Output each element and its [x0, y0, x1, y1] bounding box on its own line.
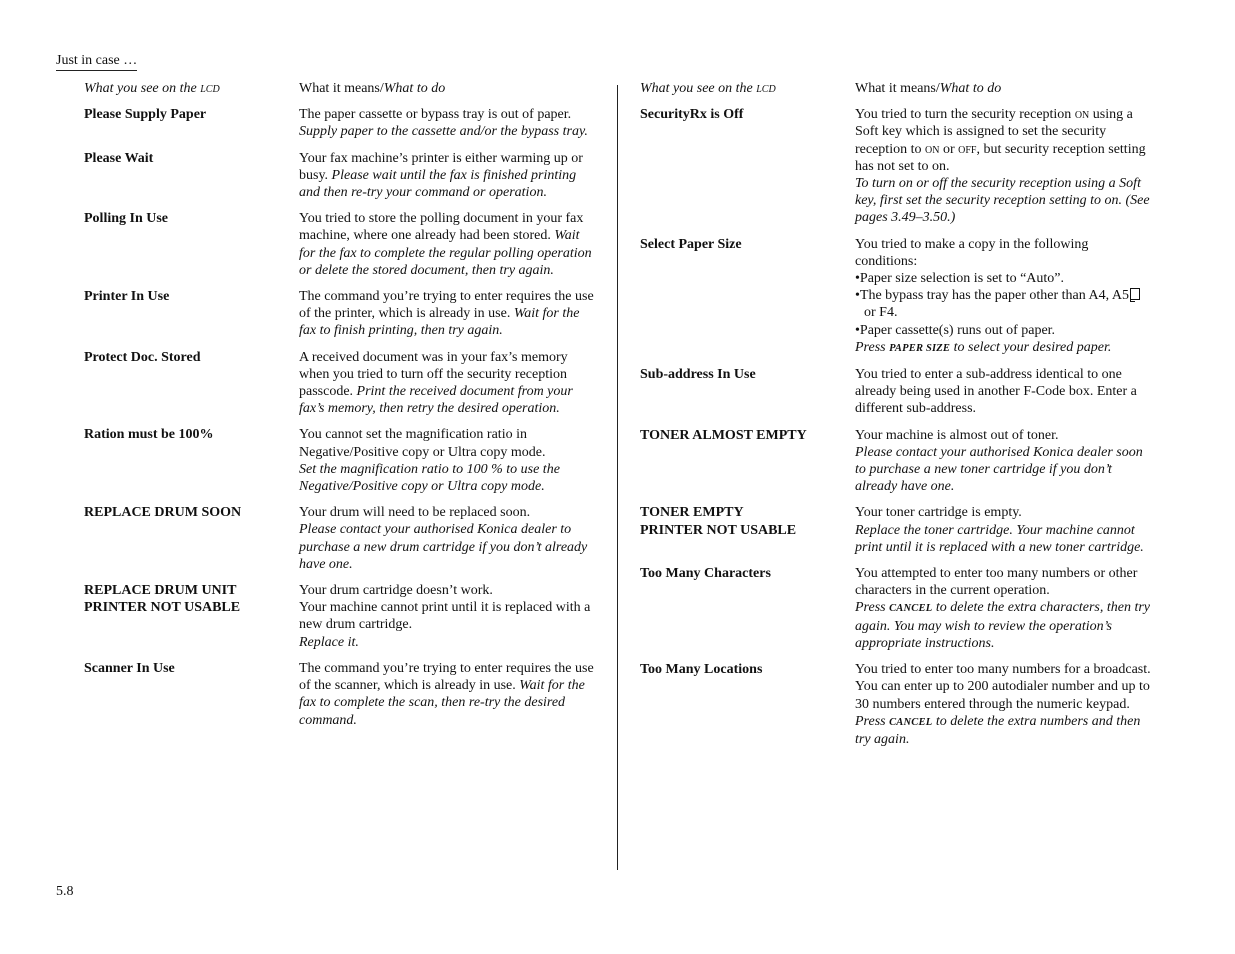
entry-desc: [855, 427, 1152, 496]
entry-desc: [855, 106, 1152, 226]
entry-desc-italic: Please contact your authorised Konica dealer to purchase a new drum cartridge if you don’t already have one.: [299, 522, 588, 572]
entry-bullet-text: •The bypass tray has the paper other than A4, A5: [855, 288, 1129, 304]
entry-desc-italic: Replace it.: [299, 634, 359, 650]
entry-desc: [299, 349, 596, 418]
entry-desc-italic: Please contact your authorised Konica dealer soon to purchase a new toner cartridge if you don’t already have one.: [855, 444, 1143, 495]
column-header-term-sc: lcd: [200, 81, 220, 96]
column-header-term-sc: lcd: [756, 81, 776, 96]
entry-desc-part: using a Soft key which is assigned to set the security reception to: [855, 107, 1133, 157]
entry-term: Scanner In Use: [84, 660, 175, 676]
entry-desc-text: The paper cassette or bypass tray is out of paper.: [299, 107, 572, 123]
entry-desc: [855, 565, 1152, 652]
paper-orientation-icon: [1130, 288, 1140, 300]
entry-term: Sub-address In Use: [640, 367, 756, 383]
entry-desc: [855, 661, 1152, 748]
entry-desc-part: , but security reception setting has not set to on.: [855, 141, 1146, 174]
entry-toner-empty: [640, 504, 1152, 556]
entry-desc-text: You cannot set the magnification ratio in Negative/Positive copy or Ultra copy mode.: [299, 427, 546, 460]
entry-printer-in-use: [84, 288, 596, 340]
entry-term-line: PRINTER NOT USABLE: [640, 522, 797, 538]
entry-please-wait: [84, 150, 596, 202]
page-number: 5.8: [56, 884, 74, 899]
entry-term: Select Paper Size: [640, 236, 742, 252]
entry-securityrx-is-off: [640, 106, 1152, 226]
entry-desc-italic: Supply paper to the cassette and/or the bypass tray.: [299, 124, 588, 140]
entry-desc-italic: Print the received document from your fax’s memory, then retry the desired operation.: [299, 384, 573, 417]
entry-bullet: [855, 287, 1152, 321]
entry-desc-italic: Set the magnification ratio to 100 % to use the Negative/Positive copy or Ultra copy mode.: [299, 461, 560, 495]
column-header-desc-normal: What it means/: [855, 81, 940, 96]
entry-desc-part: Press: [855, 713, 890, 729]
entry-term: [84, 582, 299, 651]
column-header: [640, 80, 1152, 97]
running-header: Just in case …: [56, 53, 137, 71]
entry-ration-must-be-100: [84, 426, 596, 495]
entry-desc: [299, 660, 596, 729]
entry-desc-part: to select your desired paper.: [950, 339, 1112, 355]
entry-term: Printer In Use: [84, 289, 170, 305]
entry-desc: [299, 582, 596, 651]
entry-desc-text: The command you’re trying to enter requires the use of the printer, which is already in use.: [299, 289, 594, 322]
key-label: PAPER SIZE: [889, 342, 951, 354]
entry-term: [640, 504, 855, 556]
entry-term: SecurityRx is Off: [640, 107, 744, 123]
entry-desc: [855, 504, 1152, 556]
entry-desc-text: Your fax machine’s printer is either warming up or busy.: [299, 150, 583, 183]
entry-desc: [299, 504, 596, 573]
entry-desc-text: Your machine is almost out of toner.: [855, 427, 1059, 443]
entry-term-line: REPLACE DRUM UNIT: [84, 583, 237, 599]
entry-desc-sc: off: [958, 141, 977, 157]
entry-desc-part: or: [939, 141, 959, 157]
column-header-term: [84, 80, 299, 97]
entry-desc-italic: Wait for the fax to complete the scan, then re-try the desired command.: [299, 678, 585, 728]
entry-desc-italic: Replace the toner cartridge. Your machine cannot print until it is replaced with a new toner cartridge.: [855, 522, 1144, 555]
entry-term: Please Wait: [84, 150, 154, 166]
right-column: [640, 80, 1152, 757]
column-header-desc: [299, 80, 596, 97]
entry-term: TONER ALMOST EMPTY: [640, 427, 807, 443]
entry-bullet: •Paper cassette(s) runs out of paper.: [855, 322, 1056, 338]
left-column: [84, 80, 596, 738]
entry-desc-text: A received document was in your fax’s memory when you tried to turn off the security reception passcode.: [299, 349, 568, 400]
entry-desc-text: Your drum will need to be replaced soon.: [299, 505, 531, 521]
entry-desc-italic: [855, 339, 1152, 357]
entry-desc-part: Press: [855, 600, 890, 616]
entry-select-paper-size: [640, 236, 1152, 357]
column-header-desc: [855, 80, 1152, 97]
entry-desc-italic: Wait for the fax to complete the regular polling operation or delete the stored document, then try again.: [299, 228, 592, 278]
entry-term: Please Supply Paper: [84, 107, 207, 123]
column-divider: [617, 85, 618, 870]
entry-desc-sc: on: [924, 141, 940, 157]
key-label: CANCEL: [889, 716, 933, 728]
entry-desc-text: You attempted to enter too many numbers or other characters in the current operation.: [855, 566, 1138, 599]
entry-desc-text: Your toner cartridge is empty.: [855, 505, 1022, 521]
entry-bullet-text: or F4.: [864, 305, 898, 321]
column-header-desc-normal: What it means/: [299, 81, 384, 96]
entry-desc-sc: on: [1074, 107, 1090, 123]
key-label: CANCEL: [889, 603, 933, 615]
entry-desc-italic: [855, 713, 1152, 748]
column-header-term-text: What you see on the: [640, 81, 757, 96]
entry-desc: [299, 106, 596, 140]
entry-too-many-characters: [640, 565, 1152, 652]
entry-please-supply-paper: [84, 106, 596, 140]
entry-term: Too Many Locations: [640, 662, 763, 678]
entry-term-line: PRINTER NOT USABLE: [84, 600, 241, 616]
entry-desc-italic: Wait for the fax to finish printing, then try again.: [299, 306, 580, 339]
entry-desc: [299, 210, 596, 279]
entry-desc: [299, 426, 596, 495]
column-header-desc-italic: What to do: [939, 81, 1002, 96]
entry-replace-drum-unit: [84, 582, 596, 651]
entry-desc-italic: To turn on or off the security reception using a Soft key, first set the security reception setting to on. (See pages 3.49–3.50.): [855, 176, 1150, 226]
entry-desc-text: You tried to make a copy in the following conditions:: [855, 236, 1089, 269]
entry-desc-part: to delete the extra numbers and then try again.: [855, 713, 1141, 747]
column-header-desc-italic: What to do: [383, 81, 446, 96]
entry-toner-almost-empty: [640, 427, 1152, 496]
entry-term: Ration must be 100%: [84, 427, 214, 443]
entry-desc: [299, 150, 596, 202]
entry-term: Protect Doc. Stored: [84, 349, 201, 365]
entry-desc-text: Your machine cannot print until it is replaced with a new drum cartridge.: [299, 600, 591, 633]
entry-scanner-in-use: [84, 660, 596, 729]
entry-polling-in-use: [84, 210, 596, 279]
column-header-term: [640, 80, 855, 97]
entry-desc: [855, 236, 1152, 357]
entry-term: REPLACE DRUM SOON: [84, 505, 242, 521]
entry-desc-text: The command you’re trying to enter requires the use of the scanner, which is already in use.: [299, 660, 594, 694]
entry-desc-part: Press: [855, 339, 890, 355]
entry-term-line: TONER EMPTY: [640, 505, 744, 521]
entry-desc: You tried to enter a sub-address identical to one already being used in another F-Code box. Enter a different sub-address.: [855, 367, 1137, 417]
entry-term: Too Many Characters: [640, 566, 771, 582]
entry-sub-address-in-use: [640, 366, 1152, 418]
entry-replace-drum-soon: [84, 504, 596, 573]
entry-desc-text: [855, 106, 1152, 175]
entry-desc-part: You tried to turn the security reception: [855, 107, 1075, 123]
entry-desc: [299, 288, 596, 340]
entry-too-many-locations: [640, 661, 1152, 748]
entry-bullet: •Paper size selection is set to “Auto”.: [855, 271, 1065, 287]
entry-desc-text: You tried to enter too many numbers for a broadcast. You can enter up to 200 autodialer number and up to 30 numbers entered through the numeric keypad.: [855, 662, 1151, 712]
entry-protect-doc-stored: [84, 349, 596, 418]
column-header: [84, 80, 596, 97]
entry-term: Polling In Use: [84, 211, 169, 227]
entry-desc-part: to delete the extra characters, then try again. You may wish to review the operation’s appropriate instructions.: [855, 600, 1151, 651]
entry-desc-italic: [855, 599, 1152, 652]
entry-desc-text: Your drum cartridge doesn’t work.: [299, 583, 493, 599]
entry-desc-text: You tried to store the polling document in your fax machine, where one already had been stored.: [299, 211, 584, 244]
column-header-term-text: What you see on the: [84, 81, 201, 96]
entry-desc-italic: Please wait until the fax is finished printing and then re-try your command or operation.: [299, 167, 577, 201]
